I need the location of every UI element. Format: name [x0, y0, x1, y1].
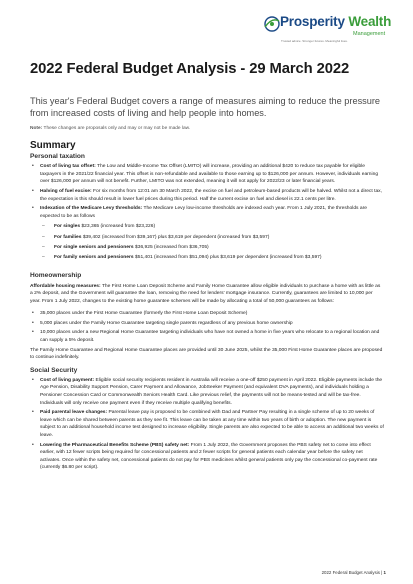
list-item: • Halving of fuel excise: For six months from 12:01 am 30 March 2022, the excise on fuel and petroleum-based products will be halved. Whilst not a direct tax, the expectation is this should result in lower fuel prices during this period. Half the current excise on fuel and diesel is 22.1 cents per litre. [30, 188, 384, 203]
logo-management: Management [353, 31, 386, 37]
threshold-item: – For singles $23,365 (increased from $23,226) [40, 223, 384, 231]
homeownership-heading: Homeownership [30, 271, 82, 279]
disclaimer-note: Note: These changes are proposals only and may or may not be made law. [30, 126, 191, 132]
list-item: • Cost of living tax offset: The Low and Middle-Income Tax Offset (LMITO) will increase, providing an additional $420 to reduce tax payable for eligible taxpayers in the 2021/22 financial year. This offset is non-refundable and available to those earning up to $126,000 per annum. However, individuals earning over $126,000 per annum will not benefit. Further, LMITO was not extended, meaning it will not apply for 2022/23 or later financial years. [30, 163, 384, 186]
list-item: • 10,000 places under a new Regional Home Guarantee targeting individuals who have not owned a home in five years who relocate to a regional location and can supply a 5% deposit. [30, 329, 384, 344]
list-item: • Paid parental leave changes: Parental leave pay is proposed to be combined with Dad and Partner Pay resulting in a single scheme of up to 20 weeks of leave which can be shared between parents as they see fit. This leave can be taken at any time within two years of birth or adoption. The new payment is subject to an additional household income test designed to increase eligibility. Single parents are also expected to be able to access an additional two weeks of leave. [30, 409, 384, 439]
homeownership-closing: The Family Home Guarantee and Regional Home Guarantee places are provided until 30 June 2025, whilst the 35,000 First Home Guarantee places are proposed to continue indefinitely. [30, 347, 383, 361]
threshold-item: – For single seniors and pensioners $36,925 (increased from $36,705) [40, 244, 384, 252]
medicare-thresholds-list [40, 223, 384, 261]
social-security-list [30, 377, 384, 472]
personal-taxation-list [30, 163, 384, 261]
prosperity-wealth-logo [261, 13, 392, 45]
homeownership-list [30, 310, 384, 344]
logo-wordmark: Prosperity Wealth [280, 14, 392, 29]
summary-heading: Summary [30, 140, 76, 152]
list-item: • Indexation of the Medicare Levy thresholds: The Medicare Levy low-income thresholds are indexed each year. From 1 July 2021, the thresholds are expected to be as follows – For singles $23,365 (increased from $23,226) – For families $39,402 (increased from $39,167) plus $3,619 per dependent (increased from $3,597) – For single seniors and pensioners $36,925 (increased from $36,705) – For family seniors and pensioners $51,401 (increased from $51,094) plus $3,619 per dependent (increased from $3,597) [30, 205, 384, 261]
list-item: • Cost of living payment: Eligible social security recipients resident in Australia will receive a one-off $250 payment in April 2022. Eligible payments include the Age Pension, Disability Support Pension, Carer Payment and Allowance, JobSeeker Payment (and equivalent DVA payments), and individuals holding a Pensioner Concession Card or Commonwealth Seniors Health Card. Like previous relief, the payments will not be means-tested and will be tax-free. Individuals will only receive one payment even if they receive multiple qualifying benefits. [30, 377, 384, 407]
list-item: • Lowering the Pharmaceutical Benefits Scheme (PBS) safety net: From 1 July 2022, the Government proposes the PBS safety net to come into effect earlier, with 12 fewer scripts being required for concessional patients and 2 fewer scripts for general patients each calendar year before the safety net activates. Once within the safety net, concessional patients do not pay for PBS medicines whilst general patients only pay the concessional co-payment rate (currently $6.80 per script). [30, 442, 384, 472]
page-footer: 2022 Federal Budget Analysis | 1 [321, 570, 386, 575]
threshold-item: – For families $39,402 (increased from $39,167) plus $3,619 per dependent (increased from $3,597) [40, 234, 384, 242]
intro-paragraph: This year's Federal Budget covers a range of measures aiming to reduce the pressure from increased costs of living and help people into homes. [30, 96, 381, 118]
homeownership-lead: Affordable housing measures: The First Home Loan Deposit Scheme and Family Home Guarantee allow eligible individuals to purchase a home with as little as a 2% deposit, and the Government will guarantee the loan, removing the need for lenders' mortgage insurance. Currently, guarantees are limited to 10,000 per year. From 1 July 2022, changes to the existing home guarantee schemes will be made by allocating a total of 50,000 guarantees as follows: [30, 283, 381, 304]
list-item: • 35,000 places under the First Home Guarantee (formerly the First Home Loan Deposit Scheme) [30, 310, 384, 318]
list-item: • 5,000 places under the Family Home Guarantee targeting single parents regardless of any previous home ownership [30, 320, 384, 328]
personal-taxation-heading: Personal taxation [30, 153, 85, 161]
document-body [30, 55, 384, 474]
page-title: 2022 Federal Budget Analysis - 29 March 2022 [30, 61, 350, 77]
social-security-heading: Social Security [30, 366, 78, 374]
logo-tagline: Trusted advice. Stronger futures. Meaningful lives. [281, 39, 348, 43]
threshold-item: – For family seniors and pensioners $51,401 (increased from $51,094) plus $3,619 per dependent (increased from $3,597) [40, 254, 384, 262]
